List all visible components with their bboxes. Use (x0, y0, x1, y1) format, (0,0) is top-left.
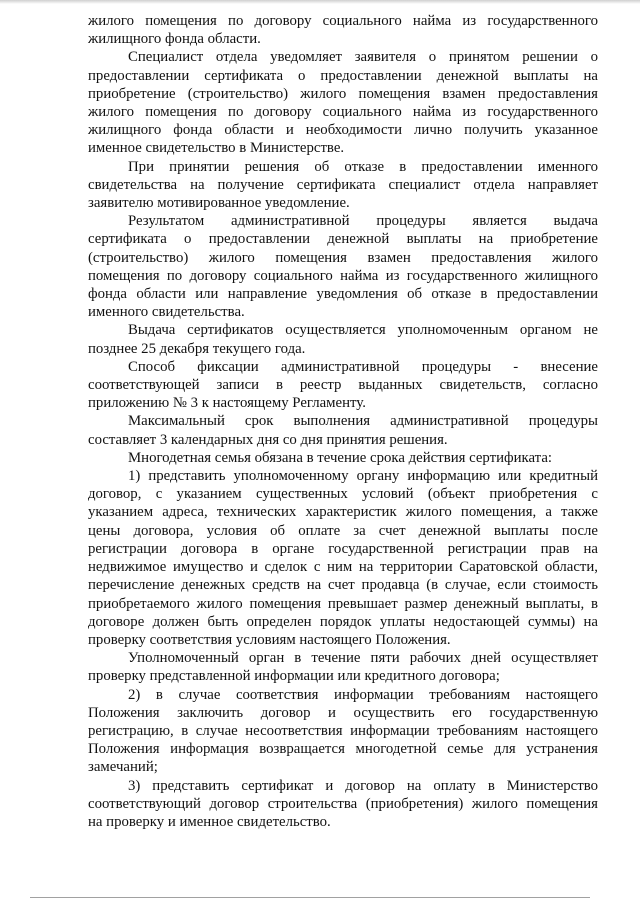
text-line: Способ фиксации административной процедуры - внесение (128, 358, 598, 375)
text-line: помещения по договору социального найма из государственного жилищного (88, 267, 598, 284)
text-line: фонда области или направление уведомления об отказе в предоставлении (88, 286, 598, 303)
text-line: замечаний; (88, 759, 158, 776)
text-line: на проверку и именное свидетельство. (88, 813, 331, 830)
text-line: составляет 3 календарных дня со дня принятия решения. (88, 431, 448, 448)
text-line: приобретаемого жилого помещения превышает размер денежный выплаты, в (88, 595, 598, 612)
text-line: жилищного фонда области. (88, 31, 261, 48)
text-line: приложению № 3 к настоящему Регламенту. (88, 395, 366, 412)
text-line: свидетельства на получение сертификата специалист отдела направляет (88, 176, 598, 193)
text-line: проверку соответствия условиям настоящего Положения. (88, 631, 451, 648)
text-line: жилого помещения по договору социального найма из государственного (88, 104, 598, 121)
text-line: сертификата о предоставлении денежной выплаты на приобретение (88, 231, 598, 248)
text-line: позднее 25 декабря текущего года. (88, 340, 306, 357)
text-line: регистрацию, в случае несоответствия информации требованиям настоящего (88, 722, 598, 739)
scan-edge-top (0, 0, 640, 4)
text-line: заявителю мотивированное уведомление. (88, 195, 350, 212)
scan-edge-bottom (30, 897, 590, 898)
text-line: При принятии решения об отказе в предоставлении именного (128, 158, 598, 175)
text-line: договоре должен быть определен порядок уплаты недостающей суммы) на (88, 613, 598, 630)
text-line: Положения заключить договор и осуществить его государственную (88, 704, 598, 721)
document-page (88, 12, 598, 831)
text-line: Положения информация возвращается многодетной семье для устранения (88, 741, 598, 758)
text-line: перечисление денежных средств на счет продавца (в случае, если стоимость (88, 577, 598, 594)
text-line: жилого помещения по договору социального найма из государственного (88, 13, 598, 29)
text-line: приобретение (строительство) жилого помещения взамен предоставления (88, 85, 598, 102)
text-line: предоставлении сертификата о предоставлении денежной выплаты на (88, 67, 598, 84)
text-line: указанием адреса, технических характеристик жилого помещения, а также (88, 504, 598, 521)
text-line: Специалист отдела уведомляет заявителя о принятом решении о (128, 49, 598, 66)
text-line: регистрации договора в органе государственной регистрации прав на (88, 540, 598, 557)
text-line: соответствующей записи в реестр выданных свидетельств, согласно (88, 377, 598, 394)
text-line: жилищного фонда области и необходимости лично получить указанное (88, 122, 598, 139)
text-line: Уполномоченный орган в течение пяти рабочих дней осуществляет (128, 650, 598, 667)
text-line: соответствующий договор строительства (приобретения) жилого помещения (88, 795, 598, 812)
text-line: Многодетная семья обязана в течение срока действия сертификата: (128, 449, 553, 466)
text-line: Выдача сертификатов осуществляется уполномоченным органом не (128, 322, 598, 339)
text-line: (строительство) жилого помещения взамен предоставления жилого (88, 249, 598, 266)
text-line: Результатом административной процедуры является выдача (128, 213, 598, 230)
text-line: договор, с указанием существенных условий (объект приобретения с (88, 486, 598, 503)
text-line: 1) представить уполномоченному органу информацию или кредитный (128, 468, 598, 485)
text-line: 2) в случае соответствия информации требованиям настоящего (128, 686, 598, 703)
text-line: 3) представить сертификат и договор на оплату в Министерство (128, 777, 598, 794)
text-line: именное свидетельство в Министерстве. (88, 140, 345, 157)
text-line: Максимальный срок выполнения административной процедуры (128, 413, 598, 430)
text-line: цены договора, условия об оплате за счет денежной выплаты после (88, 522, 598, 539)
text-line: именного свидетельства. (88, 304, 245, 321)
text-line: проверку представленной информации или кредитного договора; (88, 668, 500, 685)
text-line: недвижимое имущество и сделок с ним на территории Саратовской области, (88, 559, 598, 576)
